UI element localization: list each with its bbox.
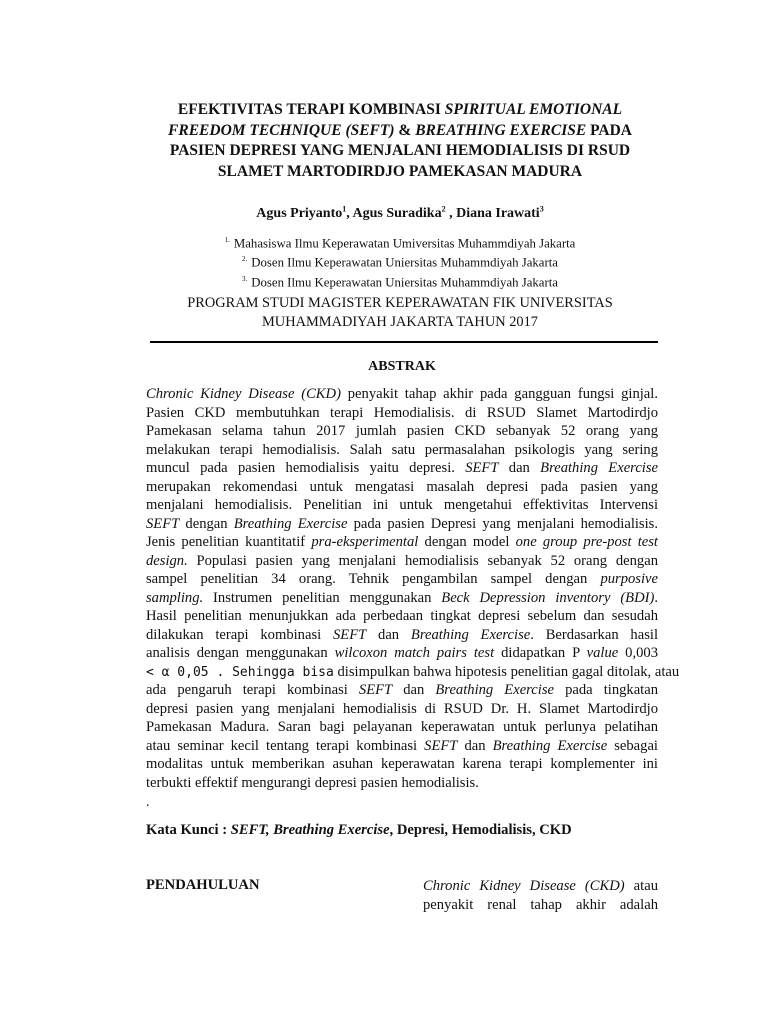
abstract-text-run: muncul pada pasien hemodialisis yaitu depresi. — [146, 460, 466, 476]
abstract-text-run: dengan — [179, 515, 234, 532]
abstract-heading: ABSTRAK — [368, 359, 436, 374]
abstract-text-run: 0,003 — [618, 645, 659, 661]
abstract-line — [146, 700, 658, 719]
abstract-line — [146, 644, 658, 663]
abstract-text-run: SEFT — [424, 737, 458, 754]
abstract-text-run: merupakan rekomendasi untuk mengatasi masalah depresi pada pasien yang — [146, 478, 658, 495]
abstract-text-run: melakukan terapi hemodialisis. Salah satu permasalahan psikologis yang sering — [146, 441, 658, 458]
abstract-text-run: atau seminar kecil tentang terapi kombinasi — [146, 737, 425, 754]
abstract-line — [146, 589, 658, 608]
abstract-text-run: ada pengaruh terapi kombinasi — [146, 682, 359, 698]
abstract-text-run: penyakit tahap akhir pada gangguan fungsi ginjal. — [340, 386, 658, 402]
intro-text — [423, 877, 658, 914]
abstract-text-run: Breathing Exercise — [435, 682, 554, 698]
abstract-text-run: pada tingkatan — [554, 682, 659, 698]
header-divider — [150, 341, 658, 343]
abstract-line — [146, 607, 658, 626]
affiliation-3: $^{3.}$ Dosen Ilmu Keperawatan Uniersitas Muhammdiyah Jakarta — [242, 274, 558, 289]
affiliations — [140, 232, 660, 290]
abstract-line — [146, 385, 658, 404]
abstract-text-run: Breathing Exercise — [410, 626, 531, 643]
title-line-2: FREEDOM TECHNIQUE (SEFT) & BREATHING EXERCISE PADA — [168, 121, 632, 139]
abstract-text-run: analisis dengan menggunakan — [146, 645, 335, 661]
abstract-text-run: terbukti effektif mengurangi depresi pasien hemodialisis. — [146, 774, 479, 791]
abstract-text-run: dan — [457, 737, 493, 754]
keywords-italic: SEFT, Breathing Exercise — [230, 822, 390, 838]
abstract-text-run: sampling. — [146, 589, 204, 606]
intro-line — [423, 896, 658, 915]
abstract-text-run: Hasil penelitian menunjukkan ada perbedaan tingkat depresi sebelum dan sesudah — [146, 608, 658, 624]
abstract-line — [146, 422, 658, 441]
intro-text-run: Chronic Kidney Disease (CKD) — [423, 878, 625, 894]
abstract-line — [146, 737, 658, 756]
abstract-line — [146, 718, 658, 737]
abstract-text-run: Breathing Exercise — [233, 515, 348, 532]
abstract-line — [146, 478, 658, 497]
author-2: Agus Suradika$^2$ , — [352, 204, 457, 221]
abstract-text-run: dilakukan terapi kombinasi — [146, 626, 333, 643]
abstract-text-run: menjalani hemodialisis. Penelitian ini untuk mengetahui effektivitas Intervensi — [146, 497, 658, 513]
abstract-text-run: Populasi pasien yang menjalani hemodialisis sebanyak 52 orang dengan — [187, 552, 658, 569]
abstract-line — [146, 774, 658, 793]
abstract-text-run: pada pasien Depresi yang menjalani hemodialisis. — [347, 515, 658, 532]
abstract-text-run: sebagai — [607, 737, 658, 754]
abstract-text-run: Pamekasan Madura. Saran bagi pelayanan keperawatan untuk perlunya pelatihan — [146, 719, 658, 735]
title-line-3: PASIEN DEPRESI YANG MENJALANI HEMODIALISIS DI RSUD — [169, 142, 631, 159]
abstract-text-run: disimpulkan bahwa hipotesis penelitian gagal ditolak, atau — [333, 663, 680, 680]
title-line-4: SLAMET MARTODIRDJO PAMEKASAN MADURA — [217, 162, 583, 180]
abstract-text-run: < α 0,05 . Sehingga bisa — [146, 664, 334, 680]
abstract-line — [146, 404, 658, 423]
abstract-text-run: dan — [366, 626, 411, 643]
abstract-text-run: dan — [392, 682, 436, 698]
abstract-line — [146, 459, 658, 478]
abstract-text-run: Breathing Exercise — [540, 460, 659, 476]
abstract-text-run: Jenis penelitian kuantitatif — [146, 534, 312, 550]
abstract-line — [146, 441, 658, 460]
abstract-text-run: Instrumen penelitian menggunakan — [203, 589, 442, 606]
abstract-body — [146, 385, 680, 792]
keywords-rest: , Depresi, Hemodialisis, CKD — [389, 822, 572, 838]
abstract-text-run: . Berdasarkan hasil — [530, 626, 658, 643]
author-1: Agus Priyanto$^1$, — [256, 204, 353, 221]
abstract-text-run: modalitas untuk memberikan asuhan keperawatan karena terapi komplementer ini — [146, 756, 658, 772]
abstract-text-run: dengan model — [418, 534, 516, 550]
affiliation-2: $^{2.}$ Dosen Ilmu Keperawatan Uniersitas Muhammdiyah Jakarta — [242, 255, 558, 270]
section-heading-pendahuluan: PENDAHULUAN — [146, 877, 260, 893]
abstract-text-run: SEFT — [332, 626, 367, 643]
abstract-text-run: design. — [146, 552, 188, 569]
abstract-text-run: Pamekasan selama tahun 2017 jumlah pasien CKD sebanyak 52 orang yang — [146, 423, 658, 439]
abstract-line — [146, 626, 658, 645]
abstract-line — [146, 755, 658, 774]
abstract-line — [146, 681, 658, 700]
abstract-text-run: wilcoxon match pairs test — [334, 645, 495, 661]
abstract-text-run: . — [654, 589, 659, 606]
affiliation-1: $^{1.}$ Mahasiswa Ilmu Keperawatan Umiversitas Muhammdiyah Jakarta — [224, 236, 576, 251]
keywords-label: Kata Kunci : — [146, 822, 231, 838]
abstract-text-run: SEFT — [146, 515, 180, 532]
intro-line — [423, 877, 658, 896]
abstract-text-run: Beck Depression inventory (BDI) — [441, 589, 655, 606]
abstract-text-run: one group pre-post test — [515, 534, 658, 550]
abstract-line — [146, 496, 658, 515]
keywords — [146, 822, 658, 839]
abstract-line — [146, 663, 680, 682]
abstract-text-run: Chronic Kidney Disease (CKD) — [146, 386, 341, 402]
abstract-line — [146, 533, 658, 552]
abstract-line — [146, 515, 658, 534]
abstract-text-run: SEFT — [465, 460, 499, 476]
abstract-text-run: dan — [498, 460, 541, 476]
program-line-2: MUHAMMADIYAH JAKARTA TAHUN 2017 — [262, 314, 538, 330]
abstract-text-run: sampel penelitian 34 orang. Tehnik pengambilan sampel dengan — [146, 571, 601, 587]
abstract-line — [146, 552, 658, 571]
abstract-text-run: Pasien CKD membutuhkan terapi Hemodialisis. di RSUD Slamet Martodirdjo — [146, 404, 658, 421]
author-list — [140, 204, 660, 222]
program-header — [140, 294, 660, 332]
abstract-text-run: depresi pasien yang menjalani hemodialisis di RSUD Dr. H. Slamet Martodirdjo — [146, 700, 658, 717]
intro-text-run: atau — [624, 878, 658, 894]
abstract-text-run: value — [586, 645, 619, 661]
author-3: Diana Irawati$^3$ — [456, 204, 544, 221]
abstract-line — [146, 570, 658, 589]
stray-dot: . — [146, 795, 150, 810]
abstract-text-run: pra-eksperimental — [311, 534, 419, 550]
title-line-1: EFEKTIVITAS TERAPI KOMBINASI SPIRITUAL EMOTIONAL — [177, 101, 623, 118]
abstract-text-run: SEFT — [358, 682, 393, 698]
intro-text-run: penyakit renal tahap akhir adalah — [423, 896, 658, 913]
program-line-1: PROGRAM STUDI MAGISTER KEPERAWATAN FIK UNIVERSITAS — [187, 295, 613, 311]
paper-title — [140, 100, 660, 182]
abstract-text-run: didapatkan P — [494, 645, 587, 661]
abstract-text-run: purposive — [600, 571, 658, 587]
abstract-text-run: Breathing Exercise — [492, 737, 608, 754]
